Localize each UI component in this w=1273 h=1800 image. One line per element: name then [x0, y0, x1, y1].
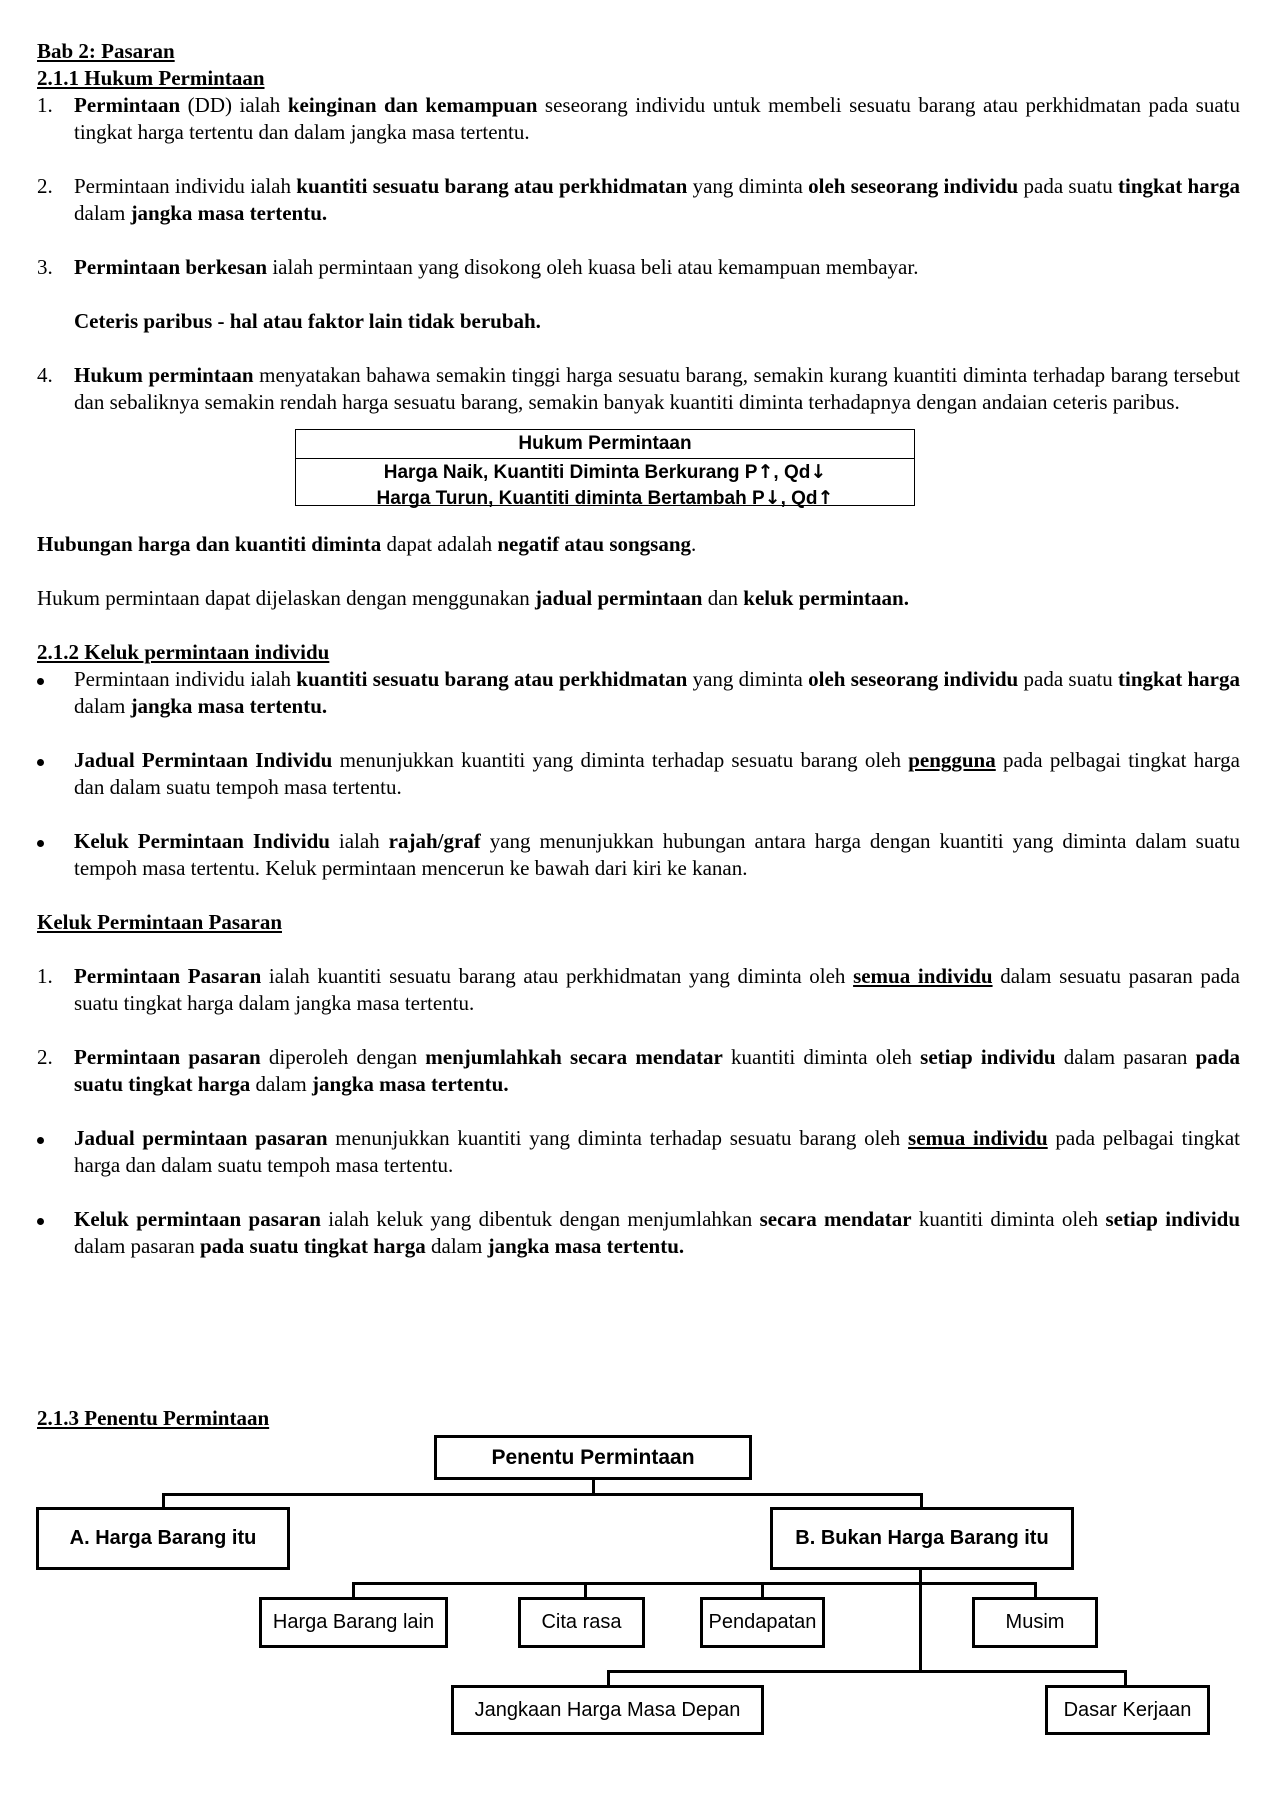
- connector-line: [162, 1493, 165, 1509]
- bullet-icon: [37, 840, 44, 847]
- connector-line: [352, 1582, 1037, 1585]
- table-row: Harga Turun, Kuantiti diminta Bertambah P↓, Qd↑: [376, 487, 834, 509]
- list-item: 3. Permintaan berkesan ialah permintaan yang disokong oleh kuasa beli atau kemampuan membayar.: [37, 255, 919, 279]
- section-2-1-2-heading: 2.1.2 Keluk permintaan individu: [37, 640, 330, 664]
- bullet-icon: [37, 1137, 44, 1144]
- arrow-down-icon: ↓: [810, 461, 827, 483]
- ceteris-paribus-note: Ceteris paribus - hal atau faktor lain tidak berubah.: [74, 309, 541, 333]
- section-2-1-1-heading: 2.1.1 Hukum Permintaan: [37, 66, 265, 90]
- table-row: Harga Naik, Kuantiti Diminta Berkurang P↑, Qd↓: [383, 461, 827, 483]
- table-body: [296, 459, 914, 509]
- connector-line: [592, 1478, 595, 1494]
- list-item: Keluk Permintaan Individu ialah rajah/graf yang menunjukkan hubungan antara harga dengan kuantiti yang diminta dalam suatu tempoh masa tertentu. Keluk permintaan mencerun ke bawah dari kiri ke kanan.: [37, 828, 1240, 882]
- list-item: 1. Permintaan (DD) ialah keinginan dan kemampuan seseorang individu untuk membeli sesuatu barang atau perkhidmatan pada suatu tingkat harga tertentu dan dalam jangka masa tertentu.: [37, 93, 1240, 144]
- market-demand-list: [37, 963, 1240, 1260]
- list-item: Jadual permintaan pasaran menunjukkan kuantiti yang diminta terhadap sesuatu barang oleh semua individu pada pelbagai tingkat harga dan dalam suatu tempoh masa tertentu.: [37, 1125, 1240, 1179]
- arrow-down-icon: ↓: [764, 487, 781, 509]
- node-season: Musim: [972, 1597, 1098, 1648]
- connector-line: [607, 1670, 1127, 1673]
- list-item: Keluk permintaan pasaran ialah keluk yang dibentuk dengan menjumlahkan secara mendatar kuantiti diminta oleh setiap individu dalam pasaran pada suatu tingkat harga dalam jangka masa tertentu.: [37, 1206, 1240, 1260]
- connector-line: [920, 1493, 923, 1509]
- bullet-icon: [37, 1218, 44, 1225]
- node-non-price: B. Bukan Harga Barang itu: [770, 1507, 1074, 1570]
- connector-line: [1034, 1582, 1037, 1598]
- list-item: 2. Permintaan pasaran diperoleh dengan menjumlahkah secara mendatar kuantiti diminta oleh setiap individu dalam pasaran pada suatu tingkat harga dalam jangka masa tertentu.: [37, 1045, 1240, 1096]
- bullet-icon: [37, 759, 44, 766]
- node-taste: Cita rasa: [518, 1597, 645, 1648]
- list-item: Jadual Permintaan Individu menunjukkan kuantiti yang diminta terhadap sesuatu barang oleh pengguna pada pelbagai tingkat harga dan dalam suatu tempoh masa tertentu.: [37, 747, 1240, 801]
- node-future-price-expectation: Jangkaan Harga Masa Depan: [451, 1685, 764, 1735]
- root-node: Penentu Permintaan: [434, 1435, 752, 1480]
- connector-line: [919, 1568, 922, 1673]
- node-price-of-good: A. Harga Barang itu: [36, 1507, 290, 1570]
- node-income: Pendapatan: [700, 1597, 825, 1648]
- connector-line: [761, 1582, 764, 1598]
- explain-paragraph: Hukum permintaan dapat dijelaskan dengan menggunakan jadual permintaan dan keluk permintaan.: [37, 586, 909, 610]
- relation-paragraph: Hubungan harga dan kuantiti diminta dapat adalah negatif atau songsang.: [37, 532, 697, 556]
- market-demand-heading: Keluk Permintaan Pasaran: [37, 910, 282, 934]
- chapter-title: Bab 2: Pasaran: [37, 39, 175, 63]
- section-2-1-3-heading: 2.1.3 Penentu Permintaan: [37, 1406, 270, 1430]
- document-body: [37, 38, 1240, 1260]
- node-other-goods-price: Harga Barang lain: [259, 1597, 448, 1648]
- node-government-policy: Dasar Kerjaan: [1045, 1685, 1210, 1735]
- law-of-demand-table: [295, 429, 915, 509]
- connector-line: [607, 1670, 610, 1686]
- arrow-up-icon: ↑: [817, 487, 834, 509]
- bullet-icon: [37, 678, 44, 685]
- arrow-up-icon: ↑: [757, 461, 774, 483]
- list-item: Permintaan individu ialah kuantiti sesuatu barang atau perkhidmatan yang diminta oleh seseorang individu pada suatu tingkat harga dalam jangka masa tertentu.: [37, 666, 1240, 720]
- list-item: 4. Hukum permintaan menyatakan bahawa semakin tinggi harga sesuatu barang, semakin kurang kuantiti diminta terhadap barang tersebut dan sebaliknya semakin rendah harga sesuatu barang, semakin banyak kuantiti diminta terhadapnya dengan andaian ceteris paribus.: [37, 363, 1240, 414]
- connector-line: [352, 1582, 355, 1598]
- keluk-individu-list: [37, 666, 1240, 882]
- connector-line: [584, 1582, 587, 1598]
- connector-line: [1124, 1670, 1127, 1686]
- connector-line: [162, 1493, 922, 1496]
- list-item: 2. Permintaan individu ialah kuantiti sesuatu barang atau perkhidmatan yang diminta oleh seseorang individu pada suatu tingkat harga dalam jangka masa tertentu.: [37, 174, 1240, 225]
- hukum-permintaan-list: [37, 92, 1240, 416]
- table-title: Hukum Permintaan: [296, 430, 914, 459]
- list-item: 1. Permintaan Pasaran ialah kuantiti sesuatu barang atau perkhidmatan yang diminta oleh semua individu dalam sesuatu pasaran pada suatu tingkat harga dalam jangka masa tertentu.: [37, 964, 1240, 1015]
